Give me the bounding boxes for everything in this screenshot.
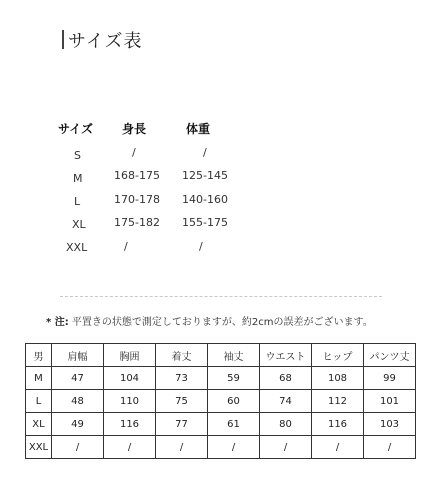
table-cell: 73 xyxy=(156,367,208,390)
table-cell: 48 xyxy=(52,390,104,413)
table-cell: 49 xyxy=(52,413,104,436)
header-cell: ヒップ xyxy=(312,344,364,367)
table-cell: 116 xyxy=(312,413,364,436)
table-cell: 60 xyxy=(208,390,260,413)
table-cell: XL xyxy=(26,413,52,436)
table-cell: 101 xyxy=(364,390,416,413)
header-cell: 男 xyxy=(26,344,52,367)
table-cell: / xyxy=(104,436,156,459)
table-cell: / xyxy=(260,436,312,459)
table-cell: 112 xyxy=(312,390,364,413)
table-cell: 116 xyxy=(104,413,156,436)
table-cell: 99 xyxy=(364,367,416,390)
ht-height-xxl: / xyxy=(124,240,128,253)
ht-weight-l: 140-160 xyxy=(182,193,228,206)
note-label: * 注: xyxy=(46,317,69,328)
table-cell: / xyxy=(312,436,364,459)
table-cell: 47 xyxy=(52,367,104,390)
measurement-table xyxy=(25,343,416,459)
table-header-row xyxy=(26,344,416,367)
ht-header-weight: 体重 xyxy=(186,122,211,136)
ht-height-xl: 175-182 xyxy=(114,216,160,229)
note-text: 平置きの状態で測定しておりますが、約2cmの誤差がございます。 xyxy=(71,317,373,328)
table-cell: 103 xyxy=(364,413,416,436)
title-accent-bar xyxy=(62,30,64,49)
table-cell: / xyxy=(52,436,104,459)
dashed-divider xyxy=(60,296,382,297)
ht-size-xl: XL xyxy=(72,218,86,231)
ht-header-size: サイズ xyxy=(58,122,94,136)
header-cell: 袖丈 xyxy=(208,344,260,367)
ht-size-m: M xyxy=(73,172,83,185)
table-cell: / xyxy=(156,436,208,459)
table-cell: 59 xyxy=(208,367,260,390)
ht-weight-s: / xyxy=(203,146,207,159)
table-cell: 61 xyxy=(208,413,260,436)
ht-height-m: 168-175 xyxy=(114,169,160,182)
table-cell: L xyxy=(26,390,52,413)
ht-size-l: L xyxy=(74,195,81,208)
header-cell: 胸囲 xyxy=(104,344,156,367)
ht-height-s: / xyxy=(132,146,136,159)
table-row xyxy=(26,390,416,413)
table-cell: 80 xyxy=(260,413,312,436)
table-cell: 110 xyxy=(104,390,156,413)
header-cell: パンツ丈 xyxy=(364,344,416,367)
header-cell: ウエスト xyxy=(260,344,312,367)
table-cell: 75 xyxy=(156,390,208,413)
table-cell: 74 xyxy=(260,390,312,413)
table-row xyxy=(26,436,416,459)
table-cell: M xyxy=(26,367,52,390)
table-row xyxy=(26,413,416,436)
ht-weight-xl: 155-175 xyxy=(182,216,228,229)
table-cell: / xyxy=(208,436,260,459)
table-cell: 68 xyxy=(260,367,312,390)
ht-size-s: S xyxy=(74,149,81,162)
table-row xyxy=(26,367,416,390)
measurement-note xyxy=(46,313,373,328)
ht-header-height: 身長 xyxy=(122,122,147,136)
ht-height-l: 170-178 xyxy=(114,193,160,206)
ht-weight-xxl: / xyxy=(199,240,203,253)
table-cell: 104 xyxy=(104,367,156,390)
table-cell: 108 xyxy=(312,367,364,390)
table-cell: 77 xyxy=(156,413,208,436)
table-cell: XXL xyxy=(26,436,52,459)
table-cell: / xyxy=(364,436,416,459)
header-cell: 着丈 xyxy=(156,344,208,367)
ht-weight-m: 125-145 xyxy=(182,169,228,182)
page-title: サイズ表 xyxy=(68,31,143,52)
ht-size-xxl: XXL xyxy=(66,241,88,254)
header-cell: 肩幅 xyxy=(52,344,104,367)
